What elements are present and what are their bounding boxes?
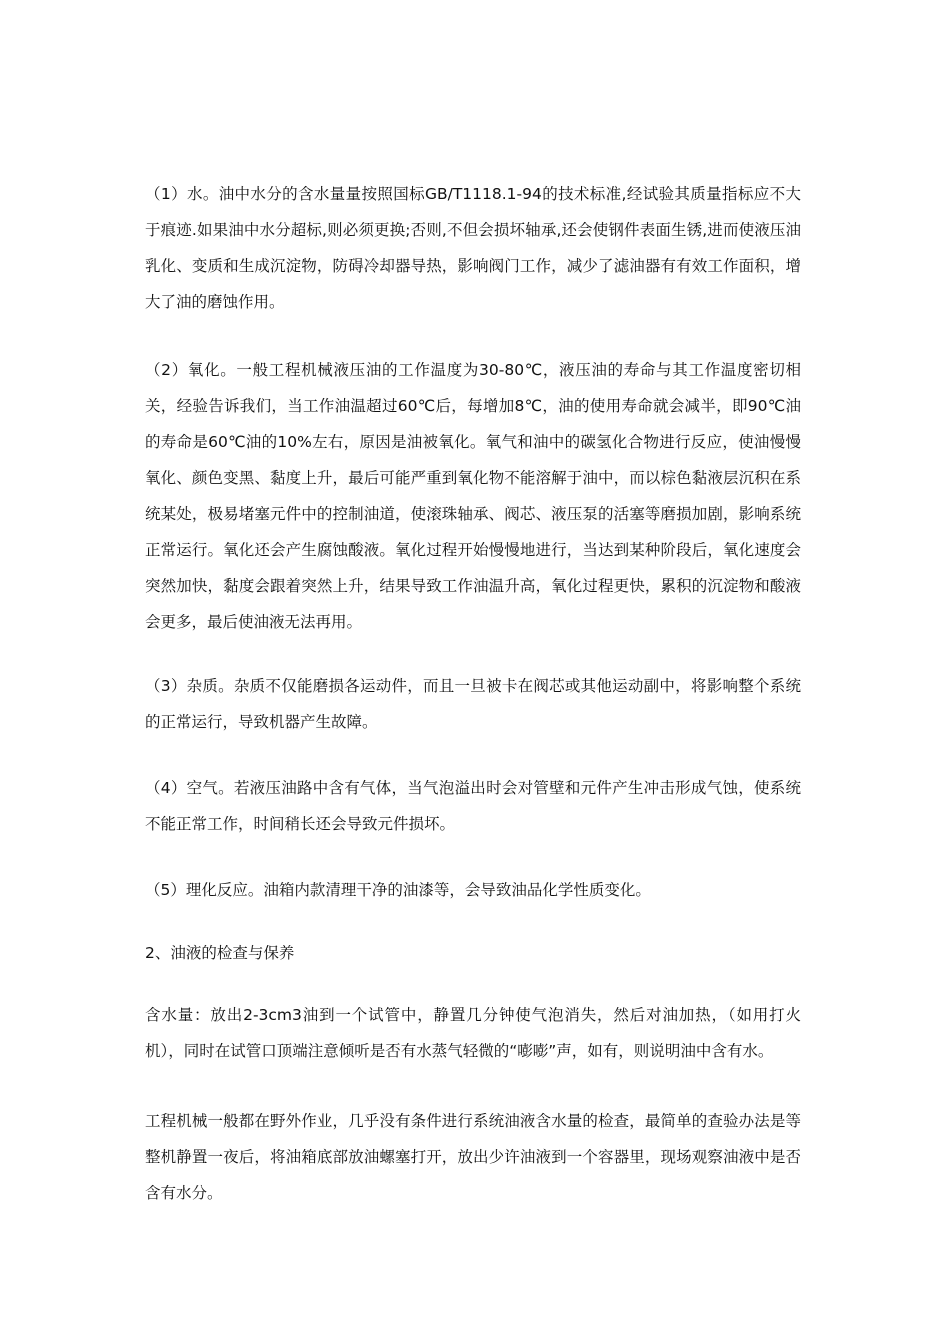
paragraph-oxidation: （2）氧化。一般工程机械液压油的工作温度为30-80℃，液压油的寿命与其工作温度密切相关，经验告诉我们，当工作油温超过60℃后，每增加8℃，油的使用寿命就会减半，即90℃油的寿命是60℃油的10%左右，原因是油被氧化。氧气和油中的碳氢化合物进行反应，使油慢慢氧化、颜色变黑、黏度上升，最后可能严重到氧化物不能溶解于油中，而以棕色黏液层沉积在系统某处，极易堵塞元件中的控制油道，使滚珠轴承、阀芯、液压泵的活塞等磨损加剧，影响系统正常运行。氧化还会产生腐蚀酸液。氧化过程开始慢慢地进行，当达到某种阶段后，氧化速度会突然加快，黏度会跟着突然上升，结果导致工作油温升高，氧化过程更快，累积的沉淀物和酸液会更多，最后使油液无法再用。 [145, 361, 801, 631]
section-heading: 2、油液的检查与保养 [145, 944, 295, 962]
paragraph-water-content: 含水量：放出2-3cm3油到一个试管中，静置几分钟使气泡消失，然后对油加热，（如用打火机），同时在试管口顶端注意倾听是否有水蒸气轻微的“嘭嘭”声，如有，则说明油中含有水。 [145, 1006, 801, 1060]
paragraph-air: （4）空气。若液压油路中含有气体，当气泡溢出时会对管壁和元件产生冲击形成气蚀，使系统不能正常工作，时间稍长还会导致元件损坏。 [145, 779, 801, 833]
paragraph-impurities: （3）杂质。杂质不仅能磨损各运动件，而且一旦被卡在阀芯或其他运动副中，将影响整个系统的正常运行，导致机器产生故障。 [145, 677, 801, 731]
paragraph-chemical-reaction: （5）理化反应。油箱内款清理干净的油漆等，会导致油品化学性质变化。 [145, 881, 651, 899]
paragraph-water: （1）水。油中水分的含水量量按照国标GB/T1118.1-94的技术标准,经试验其质量指标应不大于痕迹.如果油中水分超标,则必须更换;否则,不但会损坏轴承,还会使钢件表面生锈,进而使液压油乳化、变质和生成沉淀物，防碍冷却器导热，影响阀门工作，减少了滤油器有有效工作面积，增大了油的磨蚀作用。 [145, 185, 801, 311]
paragraph-field-check: 工程机械一般都在野外作业，几乎没有条件进行系统油液含水量的检查，最简单的查验办法是等整机静置一夜后，将油箱底部放油螺塞打开，放出少许油液到一个容器里，现场观察油液中是否含有水分。 [145, 1112, 801, 1202]
document-body [145, 176, 801, 1211]
